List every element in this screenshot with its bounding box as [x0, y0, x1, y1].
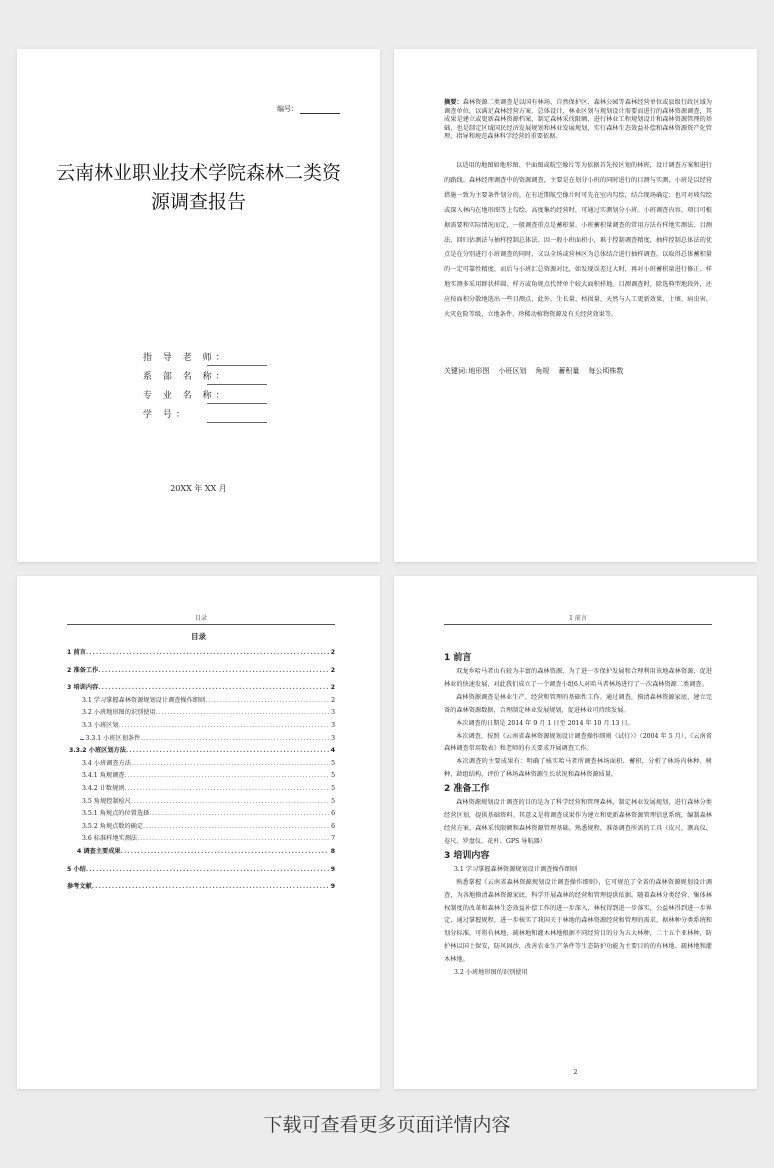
- toc-entry-page: 5: [331, 772, 335, 780]
- toc-entry-page: 8: [330, 847, 335, 855]
- toc-entry-title: 4 调查主要成果: [77, 847, 121, 855]
- toc-entry[interactable]: [67, 758, 335, 771]
- paragraph: 本次调查的主要成果有：明确了核实哈马者所调查林场面积、蓄积，分析了林场内林种、树种、龄组结构，评价了林场森林资源生长状况和森林资源质量。: [444, 758, 712, 779]
- toc-entry-title: 3.2 小班地形图的识别使用: [82, 709, 156, 717]
- student-id-label: 学 号：: [143, 410, 189, 420]
- toc-title: 目录: [191, 632, 206, 641]
- major-blank: [207, 393, 267, 404]
- paragraph: 本次调查，按照《云南省森林资源规划设计调查操作细则（试行）》（2004 年 5 月）、《云南省森林调查常用数表》和老师的有关要求开展调查工作。: [444, 732, 712, 753]
- toc-entry-page: 4: [330, 747, 335, 755]
- toc-entry[interactable]: [67, 864, 335, 877]
- department-row: [143, 370, 267, 389]
- toc-entry[interactable]: [67, 808, 335, 821]
- major-row: [143, 389, 267, 408]
- keyword: 小班区划: [498, 367, 527, 375]
- toc-entry-title: 3 培训内容: [67, 684, 99, 692]
- paragraph: 双龙乡哈马者山有较为丰富的森林资源，为了进一步保护发展和合理利用该地森林资源，促进林业的快速发展，对此我们成立了一个调查小组6人对哈马者林场进行了一次森林资源二类调查。: [444, 668, 712, 688]
- department-label: 系 部 名 称：: [143, 372, 229, 382]
- toc-entry[interactable]: [67, 881, 335, 894]
- serial-blank: [300, 106, 340, 114]
- toc-entry[interactable]: [67, 833, 335, 846]
- toc-entry-page: 7: [331, 835, 335, 843]
- toc-entry[interactable]: [67, 745, 335, 758]
- toc-entry[interactable]: [67, 796, 335, 809]
- watermark: [100, 519, 120, 543]
- running-head: 目录: [67, 613, 335, 625]
- toc-entry-title: 3.3.2 小班区划方法: [69, 747, 126, 755]
- serial-label: 编号：: [277, 105, 298, 113]
- advisor-label: 指 导 老 师：: [143, 353, 229, 363]
- department-blank: [207, 374, 267, 385]
- cover-info: [143, 351, 267, 427]
- toc-entry[interactable]: [67, 783, 335, 796]
- report-title: 云南林业职业技术学院森林二类资源调查报告: [55, 162, 341, 213]
- abstract-heading: 摘要：: [444, 99, 463, 106]
- paragraph: 森林资源规划设计调查的目的是为了科学经营和管理森林，制定林业发展规划，进行森林分类经营区划，提供基础资料。其意义是将调查成果作为建立和更新森林资源管理信息系统，编制森林经营方案、森林采伐限额和森林资源管理基础。熟悉规程，准备调查所需的工具（皮尺、测高仪、卷尺、罗盘仪、花杆、GPS 导航器）: [444, 799, 712, 845]
- toc-page: [17, 576, 380, 1089]
- student-id-blank: [207, 412, 267, 423]
- toc-entry[interactable]: [67, 647, 335, 660]
- toc-entry[interactable]: [67, 682, 335, 695]
- toc-entry-title: 3.3 小班区划: [82, 721, 119, 729]
- keyword: 每公顷株数: [588, 367, 624, 375]
- subsection-heading: 3.1 学习掌握森林资源规划设计调查操作细则: [454, 865, 578, 873]
- toc-entry-page: 5: [331, 759, 335, 767]
- toc-entry-page: 2: [330, 666, 335, 674]
- keyword: 蓄积量: [558, 367, 580, 375]
- toc-entry-title: 3.5.2 角规点数的确定: [82, 822, 144, 830]
- abstract-page: [394, 49, 757, 562]
- keyword: 地形图: [468, 367, 490, 375]
- toc-entry-page: 9: [330, 865, 335, 873]
- toc-entry-title: 3.1 学习掌握森林资源规划设计调查操作细则: [82, 696, 206, 704]
- paragraph: 森林资源调查是林业生产、经营和管理的基础性工作。通过调查，摸清森林资源家底，建立完备的森林资源数据，合理制定林业发展规划，促进林业可持续发展。: [444, 693, 712, 714]
- subsection-heading: 3.2 小班地形图的识别使用: [454, 969, 528, 977]
- body-content: [444, 651, 712, 980]
- toc-entry-page: 5: [331, 797, 335, 805]
- toc-entry-title: 3.4.1 角规调查: [82, 772, 125, 780]
- toc-entry[interactable]: [67, 695, 335, 708]
- toc-entry-title: 参考文献: [67, 883, 92, 891]
- toc-list: [67, 647, 335, 894]
- toc-entry-title: 3.4.2 计数规则: [82, 784, 125, 792]
- abstract-lead: [444, 99, 712, 142]
- running-head: 1 前言: [444, 613, 712, 625]
- major-label: 专 业 名 称：: [143, 391, 229, 401]
- toc-entry[interactable]: [67, 720, 335, 733]
- toc-entry-title: 1 前言: [67, 649, 86, 656]
- toc-entry-title: 3.6 标准样地实测法: [82, 835, 138, 843]
- toc-entry-page: 6: [331, 810, 335, 818]
- advisor-blank: [207, 355, 267, 366]
- toc-entry-page: 5: [331, 784, 335, 792]
- advisor-row: [143, 351, 267, 370]
- toc-entry-page: 2: [330, 649, 335, 656]
- toc-entry-page: 3: [331, 709, 335, 717]
- toc-entry[interactable]: [67, 665, 335, 678]
- section-heading: 3 培训内容: [444, 850, 490, 861]
- toc-entry-page: 2: [331, 696, 335, 704]
- cover-page: [17, 49, 380, 562]
- keyword: 角规: [535, 367, 550, 375]
- toc-entry[interactable]: [67, 846, 335, 859]
- toc-entry-title: 3.5.1 角规点的位置选择: [82, 810, 150, 818]
- toc-entry-title: 3.4 小班调查方法: [82, 759, 131, 767]
- toc-entry-page: 6: [331, 822, 335, 830]
- paragraph: 本次调查的日期是 2014 年 9 月 1 日至 2014 年 10 月 13 日。: [456, 719, 634, 727]
- toc-entry-page: 9: [330, 883, 335, 891]
- toc-entry-title: 3.5 角规控制检尺: [82, 797, 131, 805]
- toc-entry[interactable]: [67, 821, 335, 834]
- toc-entry[interactable]: [67, 770, 335, 783]
- keywords: [444, 366, 632, 376]
- student-id-row: [143, 408, 267, 427]
- page-number: 2: [573, 1069, 578, 1076]
- serial-number: [277, 104, 340, 114]
- toc-entry-title: 3.3.1 小班区划条件: [85, 734, 141, 742]
- keywords-label: 关键词:: [444, 367, 468, 375]
- section-heading: 2 准备工作: [444, 784, 490, 795]
- toc-entry-page: 2: [330, 684, 335, 692]
- paragraph: 熟悉掌握《云南省森林资源规划设计调查操作细则》，它可规范了全省的森林资源规划设计调查，为各地摸清森林资源家底，科学开展森林的经营和管理提供依据。随着森林分类经营、集体林权制度的改革和森林生态效益补偿工作的进一步深入，林权得到进一步落实，公益林得到进一步界定，通过掌握规程，进一步核实了我国关于林地的森林资源经营和管理的需求，据林种分类系统和划分标准，可将有林地、疏林地和灌木林地根据不同经营目的分为五大林种，二十五个亚林种，防护林以国土保安，防风固沙，改善农业生产条件等生态防护功能为主要目的的有林地、疏林地和灌木林地。: [444, 878, 712, 964]
- section-heading: 1 前言: [444, 653, 472, 663]
- abstract-lead-text: 森林资源二类调查是以国有林场、自然保护区、森林公园等森林经营单位或县级行政区域为调查单位，以满足森林经营方案、总体设计、林业区划与规划设计需要而进行的森林资源调查，其成果是建立或更新森林资源档案，制定森林采伐限额，进行林业工程规划设计和森林资源管理的基础，也是制定区域国民经济发展规划和林业发展规划，实行森林生态效益补偿和森林资源资产化管理，指导和规范森林科学经营的重要依据。: [444, 99, 712, 141]
- toc-entry-title: 5 小结: [67, 865, 86, 873]
- download-prompt[interactable]: 下载可查看更多页面详情内容: [263, 1114, 511, 1136]
- toc-entry-title: 2 准备工作: [67, 666, 99, 674]
- toc-entry-page: 3: [331, 734, 335, 742]
- body-page: [394, 576, 757, 1089]
- toc-entry-page: 3: [331, 721, 335, 729]
- toc-entry[interactable]: [67, 733, 335, 746]
- abstract-body: 以适用的地图如地形图、平面图或航空像片等为依据首先按区划的林班，设计调查方案和进行的路线。森林经理调查中的资源调查，主要是在划分小班的同时进行的目测与实测，小班是以经营措施一致为主要条件划分的。在有近期航空像片时可先在室内勾绘，结合现场确定；也可对坡勾绘或深入林内在地形图等上勾绘。高度集约经营时，可通过实测划分小班。小班调查内容，项目可根据需要和实际情况而定，一般调查重点是蓄积量。小班蓄积量调查的常用方法有样地实测法、目测法、回归估测法与抽样控制总体法。因一般小班面积小，难于控制调查精度，抽样控制总体法的优点是在分别进行小班调查的同时，又以全场或营林区为总体结合进行抽样调查，以取得总体蓄积量的一定可靠性精度，而后与小班汇总资源对比，如发现误差过大时，再对小班蓄积量进行修正。样地实测多采用群状样圆、样方或角规点代替单个较大面积样地。目测调查时，除选典型地段外，还应按面积分散地选出一些目测点，此外，生长量、枯损量、天然与人工更新效果、土壤、病虫害、火灾危险等级、立地条件、珍稀动植物资源及有关经营效果等。: [444, 162, 712, 319]
- cover-date: 20XX 年 XX 月: [170, 484, 227, 493]
- toc-entry[interactable]: [67, 707, 335, 720]
- track-change-mark: [80, 734, 84, 740]
